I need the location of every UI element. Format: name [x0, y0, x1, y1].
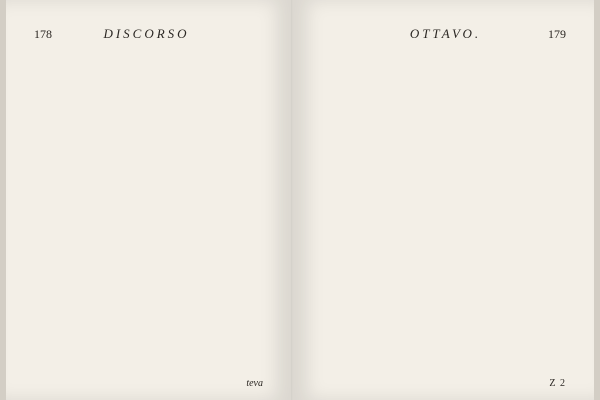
signature-mark: Z 2 [549, 378, 566, 389]
page-number: 179 [548, 27, 566, 41]
left-page [6, 0, 292, 400]
left-page-footer [34, 378, 263, 390]
running-head: OTTAVO. [409, 26, 482, 41]
right-page-header [321, 26, 566, 42]
right-page [292, 0, 594, 400]
right-page-footer [321, 378, 566, 390]
page-number: 178 [34, 27, 52, 41]
running-head: DISCORSO [103, 26, 190, 41]
left-page-header [34, 26, 263, 42]
catchword: teva [246, 378, 263, 389]
